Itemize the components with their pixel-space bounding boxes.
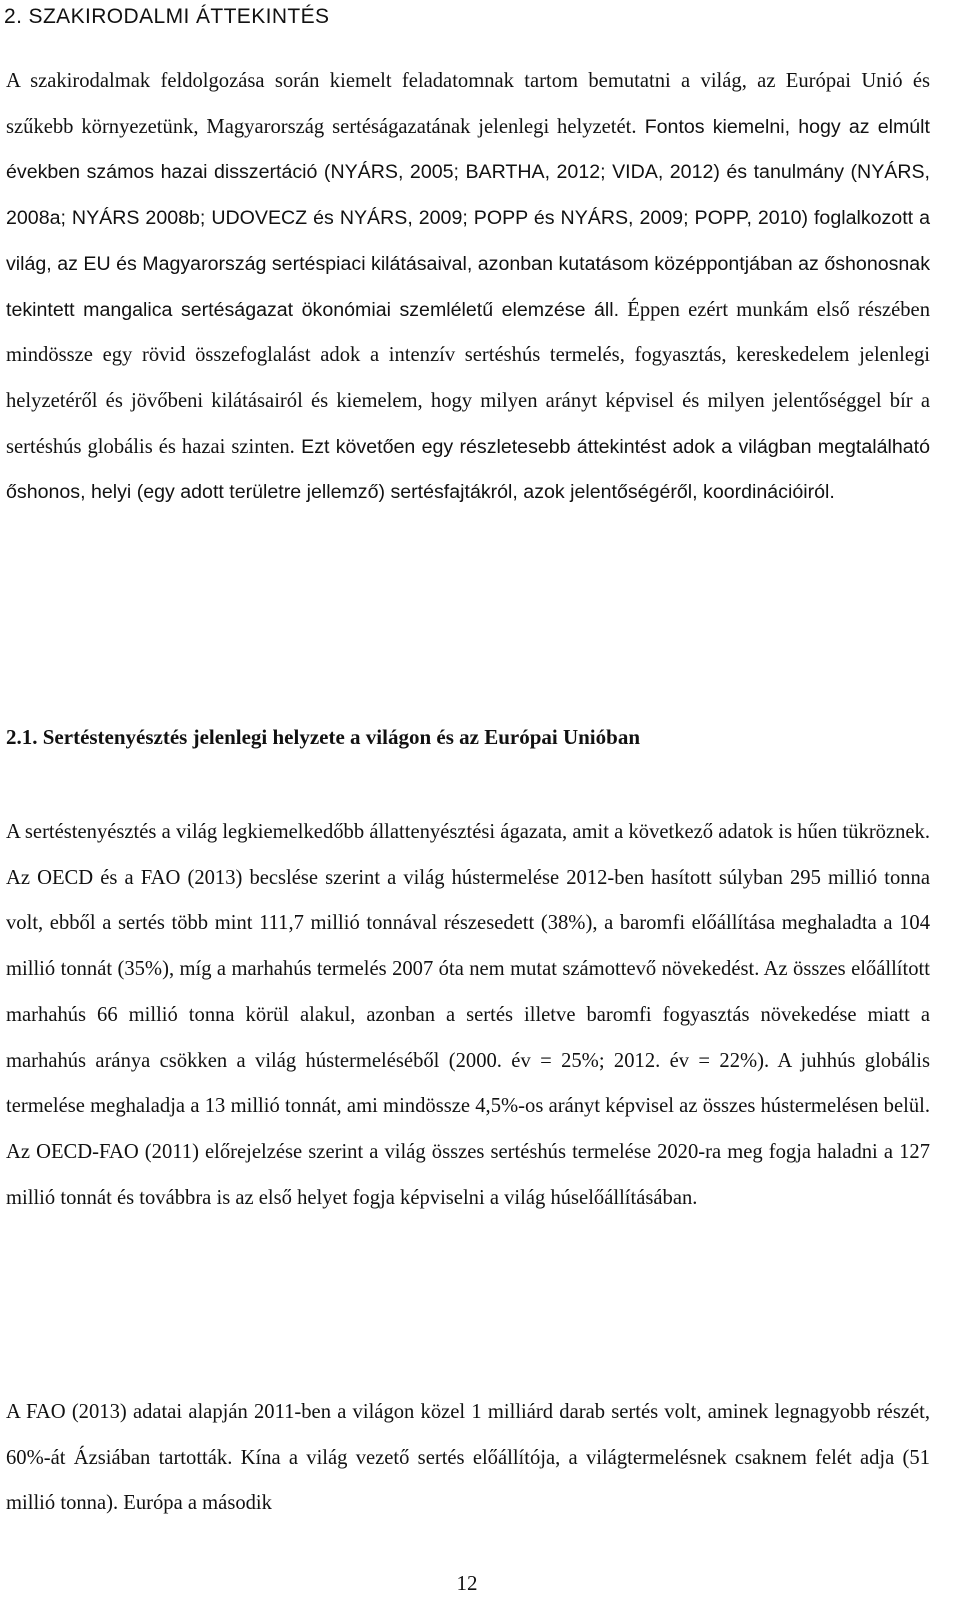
page-number: 12 xyxy=(456,1571,478,1595)
body-paragraph: A FAO (2013) adatai alapján 2011-ben a világon közel 1 milliárd darab sertés volt, aminek legnagyobb részét, 60%-át Ázsiában tartották. Kína a világ vezető sertés előállítója, a világtermelésnek csaknem felét adja (51 millió tonna). Európa a második xyxy=(6,1401,930,1515)
chapter-title: 2. SZAKIRODALMI ÁTTEKINTÉS xyxy=(4,5,330,28)
body-paragraph: A sertéstenyésztés a világ legkiemelkedőbb állattenyésztési ágazata, amit a következő adatok is hűen tükröznek. Az OECD és a FAO (2013) becslése szerint a világ hústermelése 2012-ben hasított súlyban 295 millió tonna volt, ebből a sertés több mint 111,7 millió tonnával részesedett (38%), a baromfi előállítása meghaladta a 104 millió tonnát (35%), míg a marhahús termelés 2007 óta nem mutat számottevő növekedést. Az összes előállított marhahús 66 millió tonna körül alakul, azonban a sertés illetve baromfi fogyasztás növekedése miatt a marhahús aránya csökken a világ hústermeléséből (2000. év = 25%; 2012. év = 22%). A juhhús globális termelése meghaladja a 13 millió tonnát, ami mindössze 4,5%-os arányt képvisel az összes hústermelésen belül. Az OECD-FAO (2011) előrejelzése szerint a világ összes sertéshús termelése 2020-ra meg fogja haladni a 127 millió tonnát és továbbra is az első helyet fogja képviselni a világ húselőállításában. xyxy=(6,821,930,1209)
intro-paragraph-part-4: Ezt követően egy részletesebb áttekintést adok a világban megtalálható őshonos, helyi (egy adott területre jellemző) sertésfajtákról, azok jelentőségéről, koordinációiról. xyxy=(6,435,930,504)
intro-paragraph-part-3: Éppen ezért munkám első részében mindössze egy rövid összefoglalást adok a intenzív sertéshús termelés, fogyasztás, kereskedelem jelenlegi helyzetéről és jövőbeni kilátásairól és kiemelem, hogy milyen arányt képvisel és milyen jelentőséggel bír a sertéshús globális és hazai szinten. xyxy=(6,298,930,458)
intro-paragraph-part-1: A szakirodalmak feldolgozása során kiemelt feladatomnak tartom bemutatni a világ, az Európai Unió és szűkebb környezetünk, Magyarország sertéságazatának jelenlegi helyzetét. xyxy=(6,70,930,138)
intro-paragraph-part-2: Fontos kiemelni, hogy az elmúlt években számos hazai disszertáció (NYÁRS, 2005; BARTHA, 2012; VIDA, 2012) és tanulmány (NYÁRS, 2008a; NYÁRS 2008b; UDOVECZ és NYÁRS, 2009; POPP és NYÁRS, 2009; POPP, 2010) foglalkozott a világ, az EU és Magyarország sertéspiaci kilátásaival, azonban kutatásom középpontjában az őshonosnak tekintett mangalica sertéságazat ökonómiai szemléletű elemzése áll. xyxy=(6,115,930,321)
intro-paragraph xyxy=(6,59,930,516)
section-title: 2.1. Sertéstenyésztés jelenlegi helyzete a világon és az Európai Unióban xyxy=(6,725,640,749)
